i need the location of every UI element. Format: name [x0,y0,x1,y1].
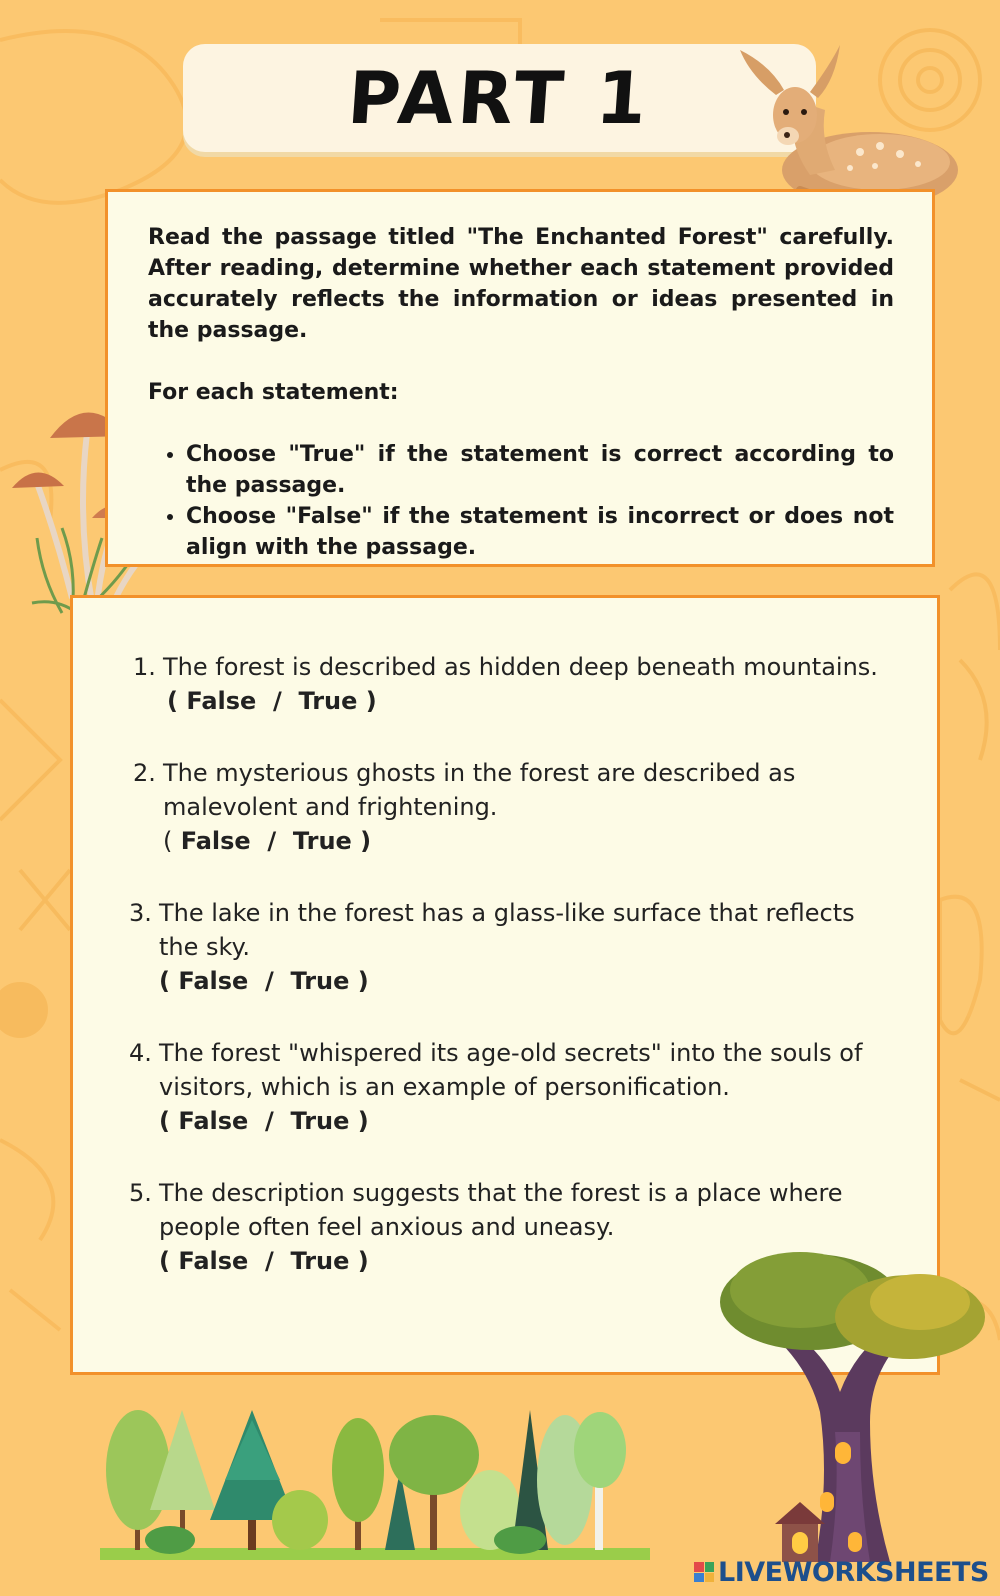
question-number: 4. [129,1039,152,1067]
instructions-bullet-list [148,439,894,563]
answer-options[interactable]: ( False / True ) [159,1107,369,1135]
instructions-bullet: • Choose "False" if the statement is incorrect or does not align with the passage. [186,501,894,563]
instructions-bullet: • Choose "True" if the statement is correct according to the passage. [186,439,894,501]
answer-options[interactable]: ( False / True ) [159,967,369,995]
question-item [133,756,893,858]
page-title: PART 1 [345,56,654,140]
question-text: The lake in the forest has a glass-like surface that reflects the sky. [159,899,855,961]
question-text: The description suggests that the forest is a place where people often feel anxious and uneasy. [159,1179,843,1241]
question-text: The forest "whispered its age-old secrets" into the souls of visitors, which is an example of personification. [159,1039,863,1101]
title-banner [183,44,816,152]
logo-text: LIVEWORKSHEETS [718,1556,989,1588]
question-number: 2. [133,759,156,787]
question-text: The mysterious ghosts in the forest are described as malevolent and frightening. [163,759,796,821]
question-item [133,650,893,718]
question-number: 5. [129,1179,152,1207]
question-number: 1. [133,653,156,681]
logo-mark-icon [694,1562,714,1582]
answer-options[interactable]: ( False / True ) [163,827,372,855]
question-item [129,896,893,998]
forest-trees-illustration [100,1410,650,1570]
instructions-heading: For each statement: [148,380,399,405]
instructions-paragraph: Read the passage titled "The Enchanted Forest" carefully. After reading, determine whether each statement provided accurately reflects the information or ideas presented in the passage. [148,225,894,343]
instructions-panel [105,189,935,567]
question-number: 3. [129,899,152,927]
liveworksheets-logo [694,1556,989,1588]
tree-house-illustration [720,1232,992,1562]
answer-options[interactable]: ( False / True ) [159,1247,369,1275]
question-item [129,1036,893,1138]
question-text: The forest is described as hidden deep beneath mountains. [163,653,878,681]
answer-options[interactable]: ( False / True ) [167,687,377,715]
